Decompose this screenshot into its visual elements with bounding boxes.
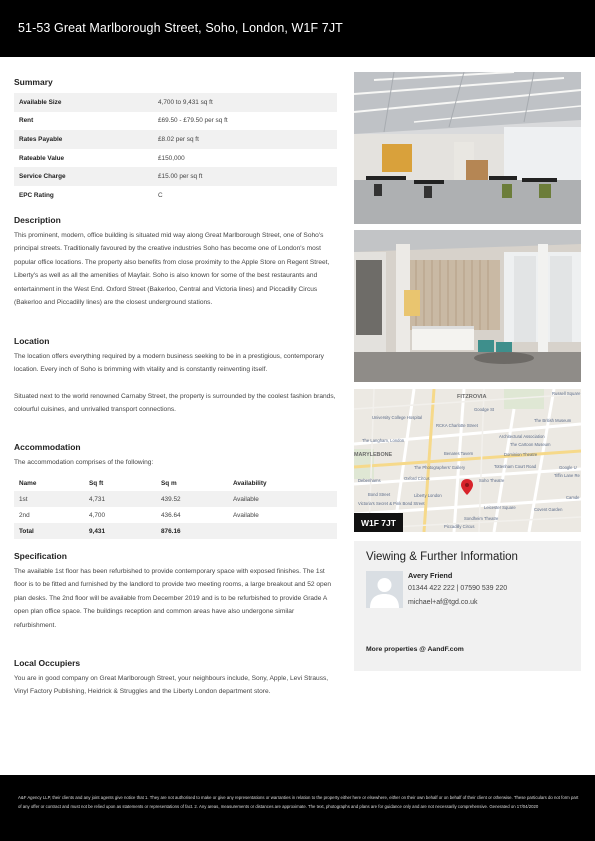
map-label: Camde <box>566 495 580 500</box>
cell: Total <box>19 527 34 535</box>
cell: 436.64 <box>161 511 181 519</box>
table-row <box>14 130 337 149</box>
table-row <box>14 167 337 186</box>
cell: Available <box>233 511 259 519</box>
specification-section <box>14 551 338 632</box>
cell: 876.16 <box>161 527 181 535</box>
summary-label: Rates Payable <box>19 135 63 143</box>
map-label: MARYLEBONE <box>354 452 393 458</box>
street-map-image <box>354 389 581 532</box>
map-label: Russell Square <box>552 391 581 396</box>
summary-title: Summary <box>14 77 53 87</box>
map-label: Goodge St <box>474 407 495 412</box>
page-title: 51-53 Great Marlborough Street, Soho, London, W1F 7JT <box>18 21 343 35</box>
summary-value: 4,700 to 9,431 sq ft <box>158 98 213 106</box>
location-map[interactable] <box>354 389 581 532</box>
summary-label: Service Charge <box>19 173 66 181</box>
cell: 439.52 <box>161 495 181 503</box>
map-label: The British Museum <box>534 418 572 423</box>
cell: 1st <box>19 495 28 503</box>
map-label: Sondheim Theatre <box>464 516 499 521</box>
map-label: Covent Garden <box>534 507 563 512</box>
contact-title: Viewing & Further Information <box>366 551 518 563</box>
map-label: The Langham, London <box>362 438 405 443</box>
accommodation-intro: The accommodation comprises of the following: <box>14 459 154 466</box>
map-label: Benares Tavern <box>444 451 474 456</box>
map-label: University College Hospital <box>372 415 423 420</box>
reception-interior-image <box>354 230 581 382</box>
column-header: Name <box>19 479 37 487</box>
location-section <box>14 336 338 417</box>
page-header <box>0 0 595 57</box>
map-label: Architectural Association <box>499 434 545 439</box>
summary-label: Available Size <box>19 98 62 106</box>
accommodation-table <box>14 475 337 539</box>
summary-value: £69.50 - £79.50 per sq ft <box>158 117 228 125</box>
reception-photo <box>354 230 581 382</box>
summary-table <box>14 93 337 205</box>
location-text: The location offers everything required by a modern business seeking to be in a prestigious, contemporary location. Every inch of Soho is brimming with vitality and is constantly reinventing itself. <box>14 353 324 374</box>
occupiers-text: You are in good company on Great Marlborough Street, your neighbours include, Sony, Apple, Levi Strauss, Vinyl Factory Publishing, Heidrick & Struggles and the Liberty London department store. <box>14 675 329 696</box>
specification-title: Specification <box>14 551 67 561</box>
summary-value: £150,000 <box>158 154 185 162</box>
table-row <box>14 186 337 205</box>
summary-label: Rent <box>19 117 34 125</box>
contact-name: Avery Friend <box>408 571 453 580</box>
summary-value: C <box>158 191 163 199</box>
office-interior-image <box>354 72 581 224</box>
summary-section <box>14 77 338 205</box>
map-label: Piccadilly Circus <box>444 524 475 529</box>
map-label: Leicester Square <box>484 505 516 510</box>
map-label: Oxford Circus <box>404 476 430 481</box>
person-silhouette-icon <box>366 571 403 608</box>
cell: 9,431 <box>89 527 105 535</box>
disclaimer-text: A&F Agency LLP, their clients and any joint agents give notice that 1. They are not authorised to make or give any representations or warranties in relation to the property either here or elsewhere, either on their own behalf or on behalf of their client or otherwise. These particulars do not form part of any offer or contract and must not be relied upon as statements or representations of fact. 2. Any areas, measurements or distances are approximate. The text, photographs and plans are for guidance only and are not necessarily comprehensive. Generated on 17/04/2020 <box>18 795 579 809</box>
column-header: Sq m <box>161 479 177 487</box>
table-header-row <box>14 475 337 491</box>
map-label: The Photographers' Gallery <box>414 465 466 470</box>
description-text: This prominent, modern, office building is situated mid way along Great Marlborough Street, one of Soho's principal streets. Traditionally favoured by the creative industries Soho has become one of London's most popular office locations. The property also benefits from close proximity to the Apple Store on Regent Street, Liberty's as well as all the amenities of Mayfair. Soho is also known for some of the best restaurants and entertainment in the West End. Oxford Street (Bakerloo, Central and Victoria lines) and Piccadilly Circus (Bakerloo and Piccadilly lines) are the closest underground stations. <box>14 232 330 307</box>
page-footer <box>0 775 595 841</box>
specification-text: The available 1st floor has been refurbished to provide contemporary space with exposed finishes. The 1st floor is to be fitted and furnished by the landlord to provide two meeting rooms, a large breakout and 52 open plan desks. The 2nd floor will be available from December 2019 and is to be refurbished to provide Grade A open plan office space. The buildings reception and common areas have also undergone similar refurbishment. <box>14 568 332 629</box>
cell: 4,700 <box>89 511 105 519</box>
map-label: Soho Theatre <box>479 478 505 483</box>
map-label: Debenhams <box>358 478 381 483</box>
table-row <box>14 112 337 131</box>
column-header: Availability <box>233 479 267 487</box>
description-title: Description <box>14 215 61 225</box>
map-label: Liberty London <box>414 493 442 498</box>
location-title: Location <box>14 336 50 346</box>
column-header: Sq ft <box>89 479 104 487</box>
accommodation-section <box>14 442 338 539</box>
cell: 4,731 <box>89 495 105 503</box>
map-label: RCKA Charlotte Street <box>436 423 478 428</box>
summary-value: £8.02 per sq ft <box>158 135 199 143</box>
more-properties-link[interactable]: More properties @ AandF.com <box>366 646 464 653</box>
occupiers-section <box>14 658 338 699</box>
table-row <box>14 507 337 523</box>
summary-label: EPC Rating <box>19 191 54 199</box>
map-label: The Cartoon Museum <box>510 442 551 447</box>
office-photo <box>354 72 581 224</box>
map-label: Tiffin Lane Re <box>554 473 580 478</box>
map-label: Bond Street <box>368 492 391 497</box>
contact-panel <box>354 541 581 671</box>
table-row <box>14 491 337 507</box>
contact-phone[interactable]: 01344 422 222 | 07590 539 220 <box>408 585 508 592</box>
location-text: Situated next to the world renowned Carnaby Street, the property is surrounded by the coolest fashion brands, colourful cuisines, and unrivalled transport connections. <box>14 392 336 414</box>
map-label: FITZROVIA <box>457 394 487 400</box>
table-total-row <box>14 523 337 539</box>
summary-value: £15.00 per sq ft <box>158 173 203 181</box>
description-section <box>14 215 338 309</box>
occupiers-title: Local Occupiers <box>14 658 81 668</box>
summary-label: Rateable Value <box>19 154 65 162</box>
cell <box>228 523 337 539</box>
accommodation-title: Accommodation <box>14 442 81 452</box>
table-row <box>14 93 337 112</box>
postcode-badge: W1F 7JT <box>354 513 403 532</box>
cell: Available <box>233 495 259 503</box>
table-row <box>14 149 337 168</box>
avatar <box>366 571 403 608</box>
map-label: Victoria's Secret & Pink Bond Street <box>358 501 425 506</box>
map-label: Dominion Theatre <box>504 452 538 457</box>
map-label: Tottenham Court Road <box>494 464 537 469</box>
map-label: Google U <box>559 465 577 470</box>
cell: 2nd <box>19 511 30 519</box>
contact-email[interactable]: michael+af@tgd.co.uk <box>408 599 478 606</box>
